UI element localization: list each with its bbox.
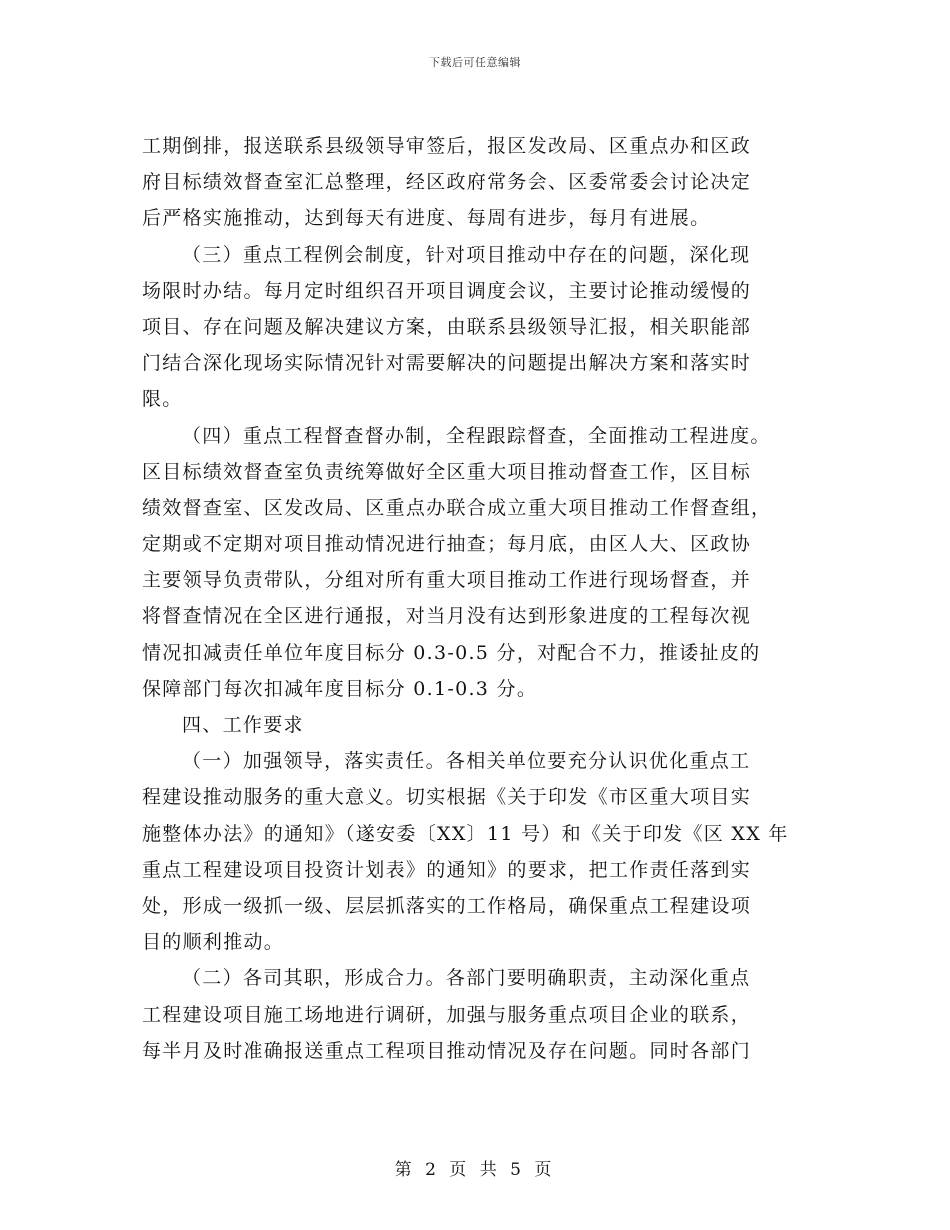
text-line: 重点工程建设项目投资计划表》的通知》的要求，把工作责任落到实: [142, 858, 752, 881]
text-line: 后严格实施推动，达到每天有进度、每周有进步，每月有进展。: [142, 207, 711, 230]
paragraph: [142, 418, 810, 708]
text-line: （三）重点工程例会制度，针对项目推动中存在的问题，深化现: [182, 243, 751, 266]
text-line: 主要领导负责带队，分组对所有重大项目推动工作进行现场督查，并: [142, 569, 752, 592]
paragraph: [142, 237, 810, 418]
text-line: 工程建设项目施工场地进行调研，加强与服务重点项目企业的联系，: [142, 1003, 752, 1026]
paragraph: [142, 128, 810, 237]
text-line: 项目、存在问题及解决建议方案，由联系县级领导汇报，相关职能部: [142, 315, 752, 338]
text-line: 目的顺利推动。: [142, 931, 285, 954]
text-line: 工期倒排，报送联系县级领导审签后，报区发改局、区重点办和区政: [142, 135, 752, 157]
text-line: 府目标绩效督查室汇总整理，经区政府常务会、区委常委会讨论决定: [142, 171, 752, 194]
text-line: 程建设推动服务的重大意义。切实根据《关于印发《市区重大项目实: [142, 786, 752, 809]
page-footer: 第 2 页 共 5 页: [394, 1160, 556, 1180]
text-line: 区目标绩效督查室负责统筹做好全区重大项目推动督查工作，区目标: [142, 460, 752, 483]
text-line: 定期或不定期对项目推动情况进行抽查；每月底，由区人大、区政协: [142, 533, 752, 556]
text-line: （一）加强领导，落实责任。各相关单位要充分认识优化重点工: [182, 750, 751, 773]
text-line: 处，形成一级抓一级、层层抓落实的工作格局，确保重点工程建设项: [142, 894, 752, 917]
text-line: 施整体办法》的通知》（遂安委〔XX〕11 号）和《关于印发《区 XX 年: [142, 822, 789, 845]
section-heading: [142, 707, 810, 743]
text-line: 每半月及时准确报送重点工程项目推动情况及存在问题。同时各部门: [142, 1039, 752, 1062]
text-line: 将督查情况在全区进行通报，对当月没有达到形象进度的工程每次视: [142, 605, 752, 628]
document-body: [142, 128, 810, 1069]
text-line: （二）各司其职，形成合力。各部门要明确职责，主动深化重点: [182, 967, 751, 990]
text-line: 绩效督查室、区发改局、区重点办联合成立重大项目推动工作督查组，: [142, 496, 772, 519]
text-line: 保障部门每次扣减年度目标分 0.1-0.3 分。: [142, 677, 538, 700]
paragraph: [142, 743, 810, 960]
text-line: 门结合深化现场实际情况针对需要解决的问题提出解决方案和落实时: [142, 352, 752, 375]
paragraph: [142, 960, 810, 1069]
text-line: 情况扣减责任单位年度目标分 0.3-0.5 分，对配合不力，推诿扯皮的: [142, 641, 761, 664]
text-line: 四、工作要求: [182, 714, 304, 736]
page-header: 下载后可任意编辑: [429, 56, 521, 69]
text-line: 限。: [142, 388, 183, 411]
text-line: 场限时办结。每月定时组织召开项目调度会议，主要讨论推动缓慢的: [142, 279, 752, 302]
text-line: （四）重点工程督查督办制，全程跟踪督查，全面推动工程进度。: [182, 424, 771, 447]
